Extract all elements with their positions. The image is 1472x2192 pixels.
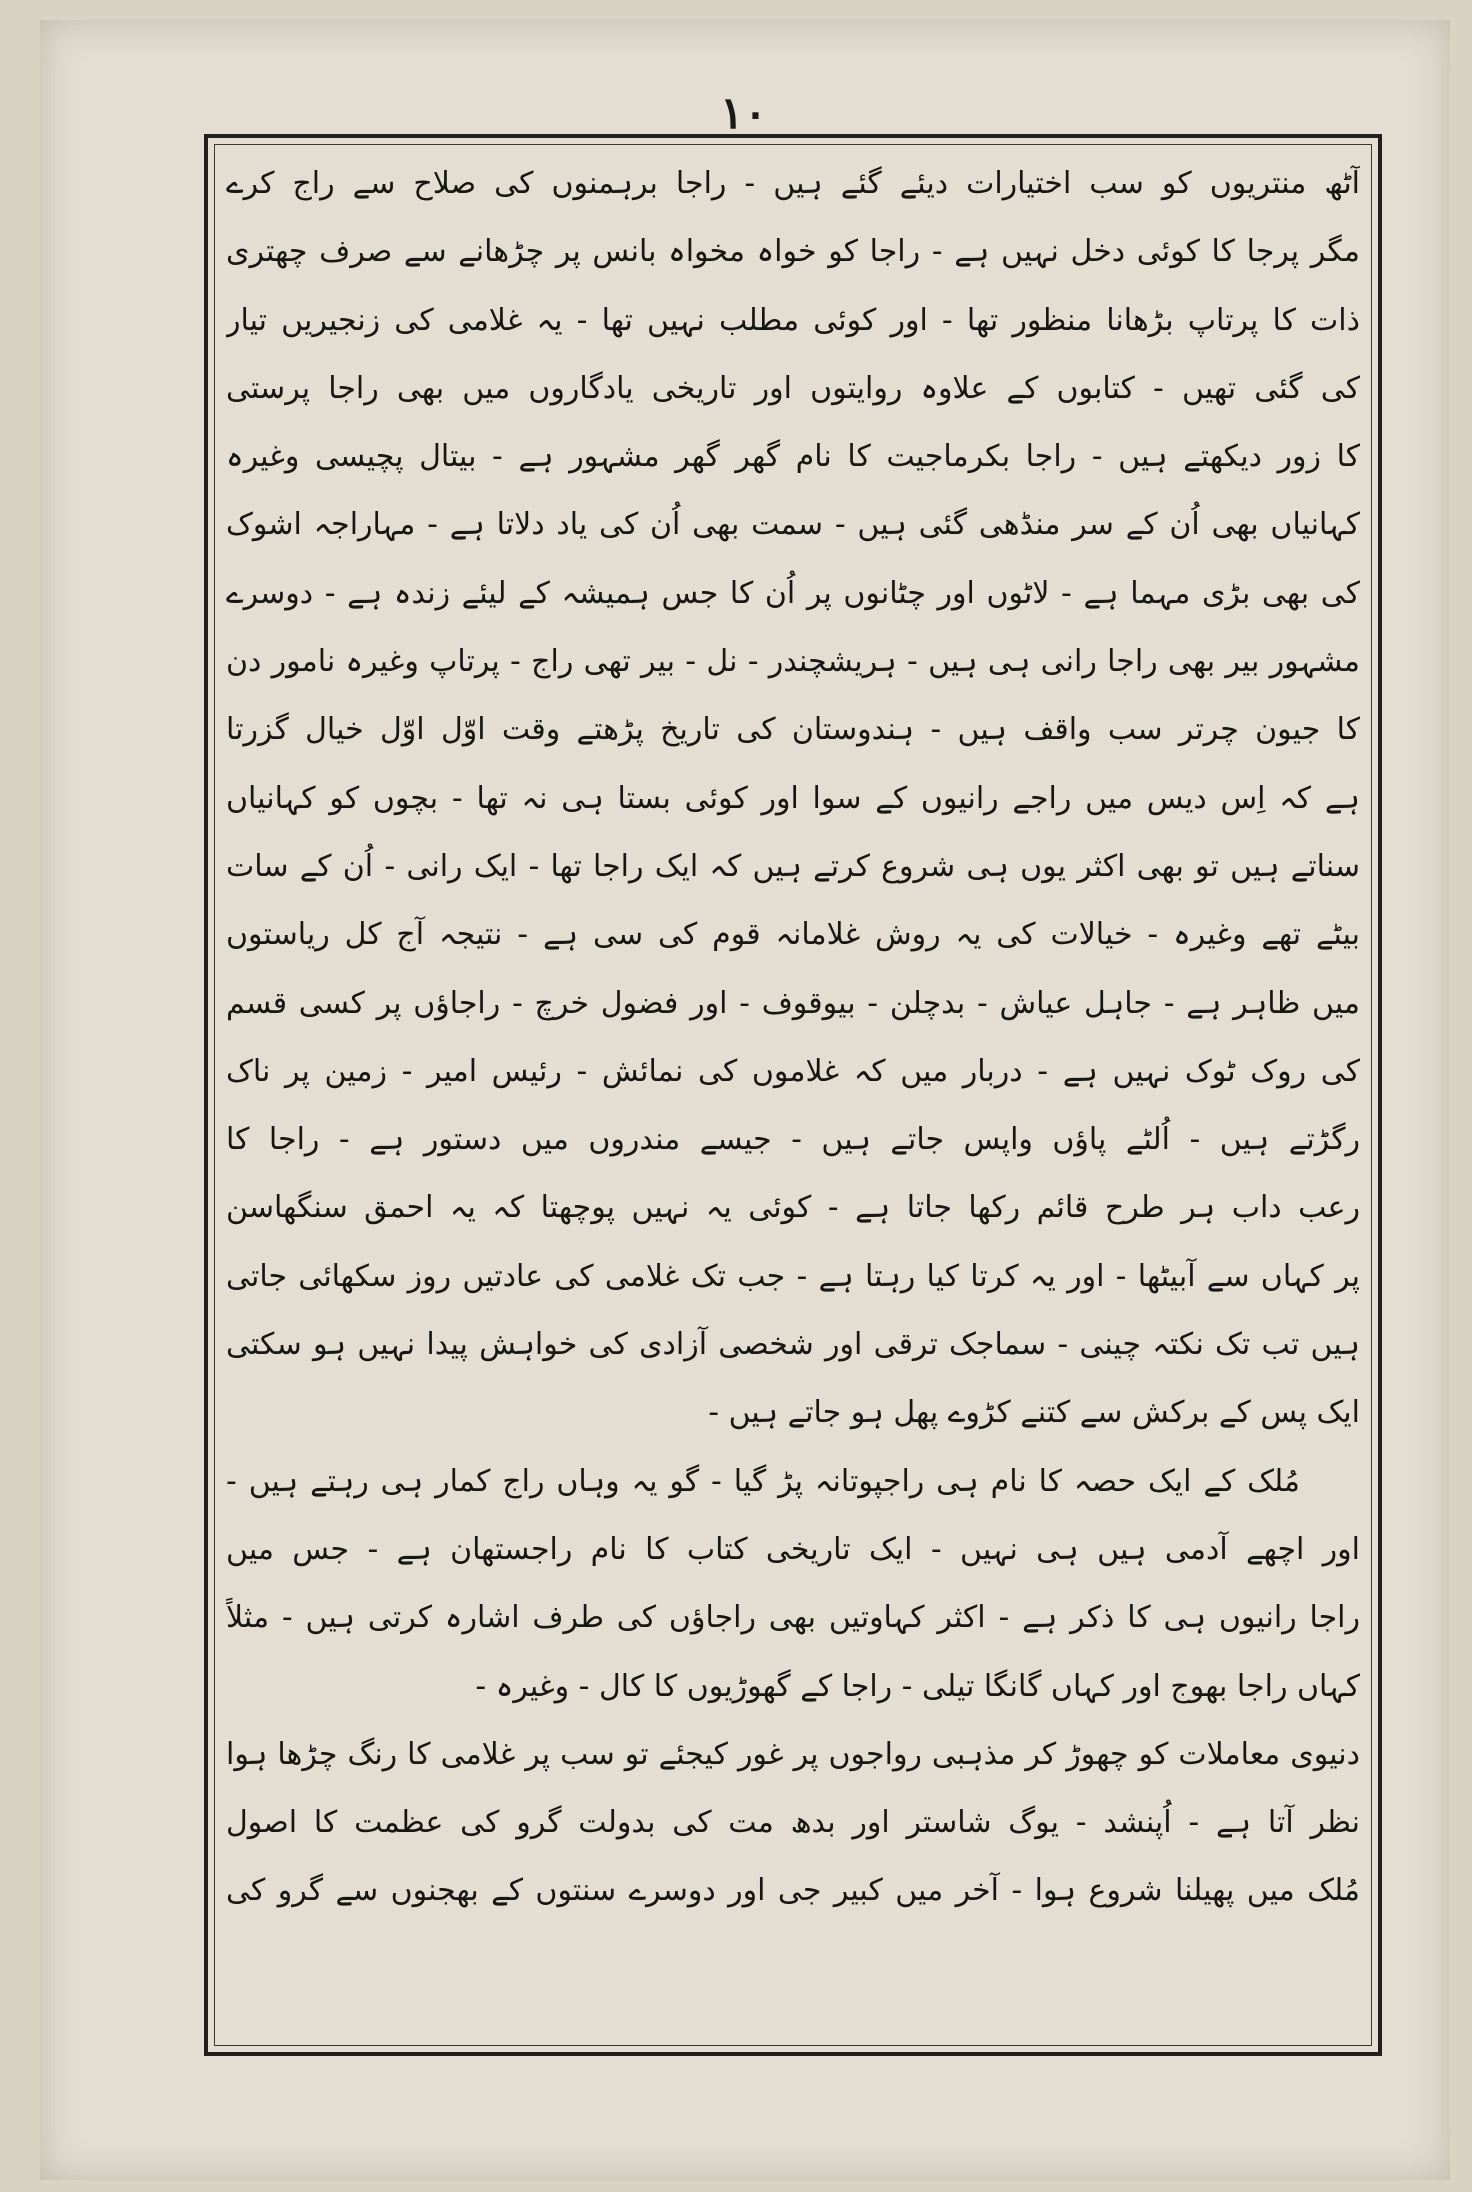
paragraph-start-line: مُلک کے ایک حصہ کا نام ہی راجپوتانہ پڑ گیا - گو یہ وہاں راج کمار ہی رہتے ہیں -	[226, 1463, 1300, 1499]
page-body	[226, 150, 1360, 2042]
page-number: ۱۰	[720, 88, 768, 139]
text-line: رعب داب ہر طرح قائم رکھا جاتا ہے - کوئی یہ نہیں پوچھتا کہ یہ احمق سنگھاسن	[226, 1190, 1360, 1226]
text-line: رگڑتے ہیں - اُلٹے پاؤں واپس جاتے ہیں - جیسے مندروں میں دستور ہے - راجا کا	[226, 1122, 1360, 1158]
text-line: ذات کا پرتاپ بڑھانا منظور تھا - اور کوئی مطلب نہیں تھا - یہ غلامی کی زنجیریں تیار	[226, 302, 1360, 338]
paragraph-end-line: ایک پس کے برکش سے کتنے کڑوے پھل ہو جاتے ہیں -	[708, 1395, 1360, 1431]
text-line: سناتے ہیں تو بھی اکثر یوں ہی شروع کرتے ہیں کہ ایک راجا تھا - ایک رانی - اُن کے سات	[226, 848, 1360, 884]
text-line: ہے کہ اِس دیس میں راجے رانیوں کے سوا اور کوئی بستا ہی نہ تھا - بچوں کو کہانیاں	[226, 780, 1360, 816]
text-line: راجا رانیوں ہی کا ذکر ہے - اکثر کہاوتیں بھی راجاؤں کی طرف اشارہ کرتی ہیں - مثلاً	[226, 1600, 1360, 1636]
text-line: مشہور بیر بھی راجا رانی ہی ہیں - ہریشچندر - نل - بیر تھی راج - پرتاپ وغیرہ نامور دن	[226, 644, 1360, 680]
paragraph-start-line: دنیوی معاملات کو چھوڑ کر مذہبی رواجوں پر غور کیجئے تو سب پر غلامی کا رنگ چڑھا ہوا	[226, 1736, 1360, 1772]
text-line: میں ظاہر ہے - جاہل عیاش - بدچلن - بیوقوف - اور فضول خرچ - راجاؤں پر کسی قسم	[226, 985, 1360, 1021]
text-line: مُلک میں پھیلنا شروع ہوا - آخر میں کبیر جی اور دوسرے سنتوں کے بھجنوں سے گرو کی	[226, 1873, 1360, 1909]
text-line: نظر آتا ہے - اُپنشد - یوگ شاستر اور بدھ مت کی بدولت گرو کی عظمت کا اصول	[226, 1805, 1360, 1841]
text-line: پر کہاں سے آبیٹھا - اور یہ کرتا کیا رہتا ہے - جب تک غلامی کی عادتیں روز سکھائی جاتی	[226, 1258, 1360, 1294]
text-line: کا زور دیکھتے ہیں - راجا بکرماجیت کا نام گھر گھر مشہور ہے - بیتال پچیسی وغیرہ	[226, 439, 1360, 475]
text-line: ہیں تب تک نکتہ چینی - سماجک ترقی اور شخصی آزادی کی خواہش پیدا نہیں ہو سکتی	[226, 1327, 1360, 1363]
text-line: کا جیون چرتر سب واقف ہیں - ہندوستان کی تاریخ پڑھتے وقت اوّل اوّل خیال گزرتا	[226, 712, 1360, 748]
text-line: کہانیاں بھی اُن کے سر منڈھی گئی ہیں - سمت بھی اُن کی یاد دلاتا ہے - مہاراجہ اشوک	[226, 507, 1360, 543]
text-line: بیٹے تھے وغیرہ - خیالات کی یہ روش غلامانہ قوم کی سی ہے - نتیجہ آج کل ریاستوں	[226, 917, 1360, 953]
text-line: آٹھ منتریوں کو سب اختیارات دیئے گئے ہیں - راجا برہمنوں کی صلاح سے راج کرے	[226, 166, 1360, 201]
text-line: کی گئی تھیں - کتابوں کے علاوہ روایتوں اور تاریخی یادگاروں میں بھی راجا پرستی	[226, 370, 1360, 406]
text-line: کی روک ٹوک نہیں ہے - دربار میں کہ غلاموں کی نمائش - رئیس امیر - زمین پر ناک	[226, 1053, 1360, 1089]
paragraph-end-line: کہاں راجا بھوج اور کہاں گانگا تیلی - راجا کے گھوڑیوں کا کال - وغیرہ -	[475, 1668, 1360, 1704]
text-line: کی بھی بڑی مہما ہے - لاٹوں اور چٹانوں پر اُن کا جس ہمیشہ کے لیئے زندہ ہے - دوسرے	[226, 575, 1360, 611]
text-line: اور اچھے آدمی ہیں ہی نہیں - ایک تاریخی کتاب کا نام راجستھان ہے - جس میں	[226, 1531, 1360, 1567]
text-line: مگر پرجا کا کوئی دخل نہیں ہے - راجا کو خواہ مخواہ بانس پر چڑھانے سے صرف چھتری	[226, 234, 1360, 270]
